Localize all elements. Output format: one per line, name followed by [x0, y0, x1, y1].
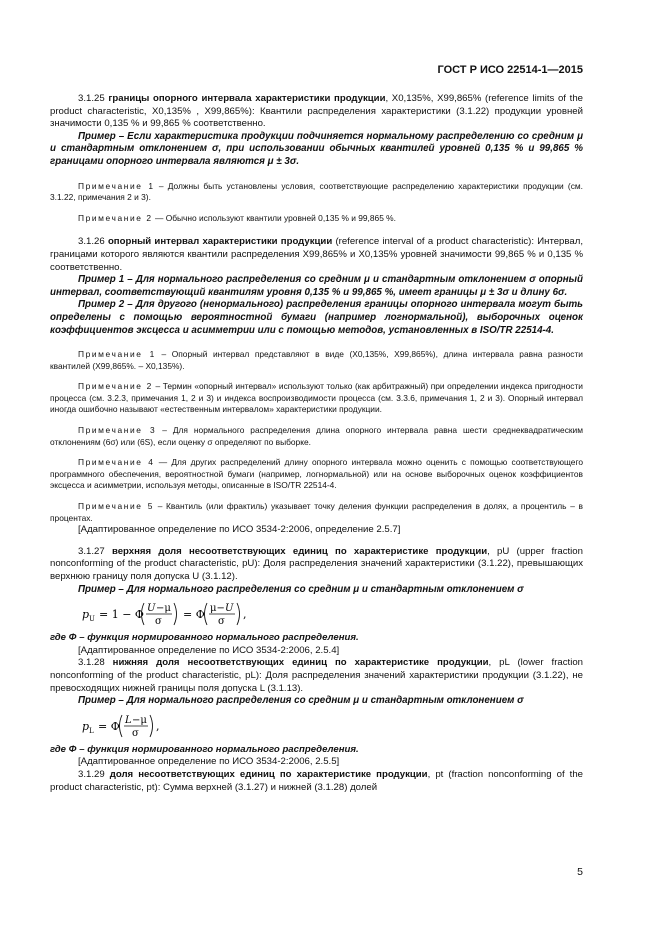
page-number: 5: [577, 866, 583, 878]
source-reference: [Адаптированное определение по ИСО 3534-2:2006, 2.5.5]: [78, 756, 340, 768]
svg-text:σ: σ: [132, 727, 139, 739]
clause-number: 3.1.27: [78, 545, 105, 557]
svg-text:U: U: [89, 615, 95, 624]
note-label: Примечание 1: [78, 349, 156, 360]
clause-3-1-29: [50, 769, 583, 794]
svg-text:−μ: −μ: [132, 714, 147, 726]
example-1: Пример 1 – Для нормального распределения со средним μ и стандартным отклонением σ опорный интервал, соответствующий квантилям уровня 0,135 % и 99,865 %, имеет границы μ ± 3σ и длину 6σ.: [50, 274, 583, 298]
document-body: [50, 93, 583, 794]
note: [50, 381, 583, 416]
clause-3-1-26: [50, 236, 583, 274]
clause-3-1-27: [50, 546, 583, 584]
svg-text:p: p: [82, 719, 90, 733]
clause-number: 3.1.26: [78, 236, 105, 248]
clause-term: границы опорного интервала характеристики продукции: [108, 93, 386, 104]
example: Пример – Для нормального распределения со средним μ и стандартным отклонением σ: [78, 695, 524, 707]
note-label: Примечание 2: [78, 381, 153, 392]
clause-term: опорный интервал характеристики продукции: [107, 236, 333, 248]
note-text: – Опорный интервал представляют в виде (X0,135%, X99,865%), длина интервала равна разности квантилей (X99,865%. – X0,135%).: [50, 349, 583, 371]
svg-text:σ: σ: [218, 616, 225, 628]
clause-text: , pU (upper fraction nonconforming of the product characteristic, pU): Доля распределения значений характеристики (3.1.22), превышающих верхнюю границу поля допуска U (3.1.12).: [50, 545, 583, 582]
svg-text:U: U: [225, 603, 234, 615]
svg-text:= Φ: = Φ: [183, 608, 205, 622]
note-label: Примечание 1: [78, 180, 155, 191]
svg-text:,: ,: [156, 719, 160, 733]
clause-term: верхняя доля несоответствующих единиц по характеристике продукции: [111, 545, 488, 557]
clause-text: , X0,135%, X99,865% (reference limits of the product characteristic, X0,135% , X99,865%): Квантили распределения характеристики (3.1.22) продукции уровней значимости 0,135 % и 99,865 % соответственно.: [50, 93, 583, 130]
document-header: ГОСТ Р ИСО 22514-1—2015: [437, 64, 583, 76]
formula-pu: [80, 599, 583, 629]
clause-term: доля несоответствующих единиц по характеристике продукции: [109, 768, 428, 780]
clause-number: 3.1.25: [78, 93, 105, 104]
clause-text: (reference interval of a product characteristic): Интервал, границами которого являются квантили распределения X99,865% и X0,135% уровней значимости 99,865 % и 0,135 % соответственно.: [50, 236, 583, 273]
clause-text: , pL (lower fraction nonconforming of the product characteristic, pL): Доля распределения значений характеристики продукции (3.1.22), не превосходящих нижней границы поля допуска L (3.1.13).: [50, 657, 584, 694]
formula-explanation: где Φ – функция нормированного нормального распределения.: [50, 743, 359, 755]
formula-pl-graphic: [80, 711, 380, 741]
note-text: – Для нормального распределения длина опорного интервала равна шести среднеквадратическим отклонениям (6σ) или (6S), если оценку σ определяют по выборке.: [50, 425, 583, 447]
svg-text:,: ,: [243, 608, 247, 622]
note-text: – Термин «опорный интервал» используют только (как арбитражный) при определении индекса пригодности процесса (см. 3.2.3, примечания 1, 2 и 3) и индекса воспроизводимости процесса (см. 3.3.6, примечания 1, 2 и 3). Опорный интервал иногда ошибочно называют «естественным интервалом» характеристики продукции.: [50, 381, 583, 415]
note-label: Примечание 2: [78, 212, 153, 223]
note: [50, 457, 583, 492]
clause-number: 3.1.29: [78, 768, 105, 780]
svg-text:= 1 − Φ: = 1 − Φ: [99, 608, 144, 622]
svg-text:−μ: −μ: [156, 603, 171, 615]
note-label: Примечание 4: [78, 457, 155, 468]
source-reference: [Адаптированное определение по ИСО 3534-2:2006, 2.5.4]: [78, 644, 340, 656]
example: Пример – Для нормального распределения со средним μ и стандартным отклонением σ: [78, 583, 524, 595]
svg-text:μ−: μ−: [210, 603, 225, 615]
note-text: – Должны быть установлены условия, соответствующие распределению характеристики продукции (см. 3.1.22, примечания 2 и 3).: [50, 180, 583, 203]
note-text: — Обычно используют квантили уровней 0,135 % и 99,865 %.: [152, 212, 396, 223]
note: [50, 181, 583, 204]
note: [50, 425, 583, 448]
note-label: Примечание 3: [78, 425, 157, 436]
clause-3-1-28: [50, 657, 583, 695]
svg-text:σ: σ: [155, 616, 162, 628]
clause-3-1-25: [50, 93, 583, 131]
note-text: — Для других распределений длину опорного интервала можно оценить с помощью соответствующего программного обеспечения, вероятностной бумаги (например, логнормальной) или на основе выборочных оценок коэффициентов эксцесса и асимметрии, используя методы, описанные в ISO/TR 22514-4.: [50, 457, 583, 491]
example: Пример – Если характеристика продукции подчиняется нормальному распределению со средним μ и стандартным отклонением σ, при использовании обычных квантилей уровней 0,135 % и 99,865 % границами опорного интервала являются μ ± 3σ.: [50, 130, 583, 167]
note: [50, 213, 583, 225]
example-2: Пример 2 – Для другого (ненормального) распределения границы опорного интервала могут быть определены с помощью вероятностной бумаги (например логнормальной), выборочных оценок коэффициентов эксцесса и асимметрии или с помощью методов, установленных в ISO/TR 22514-4.: [50, 299, 583, 336]
formula-pu-graphic: [80, 599, 380, 629]
note: [50, 501, 583, 524]
note: [50, 349, 583, 372]
svg-text:p: p: [82, 608, 90, 622]
clause-text: , pt (fraction nonconforming of the product characteristic, pt): Сумма верхней (3.1.27) и нижней (3.1.28) долей: [50, 768, 584, 793]
clause-number: 3.1.28: [78, 657, 105, 669]
svg-text:U: U: [147, 603, 156, 615]
note-label: Примечание 5: [78, 501, 155, 512]
formula-explanation: где Φ – функция нормированного нормального распределения.: [50, 632, 359, 644]
source-reference: [Адаптированное определение по ИСО 3534-2:2006, определение 2.5.7]: [78, 524, 401, 536]
svg-text:= Φ: = Φ: [98, 719, 120, 733]
svg-text:L: L: [125, 714, 132, 726]
svg-text:L: L: [89, 726, 94, 735]
formula-pl: [80, 711, 583, 741]
note-text: – Квантиль (или фрактиль) указывает точку деления функции распределения в долях, а процентиль – в процентах.: [50, 501, 583, 523]
clause-term: нижняя доля несоответствующих единиц по характеристике продукции: [112, 657, 489, 669]
